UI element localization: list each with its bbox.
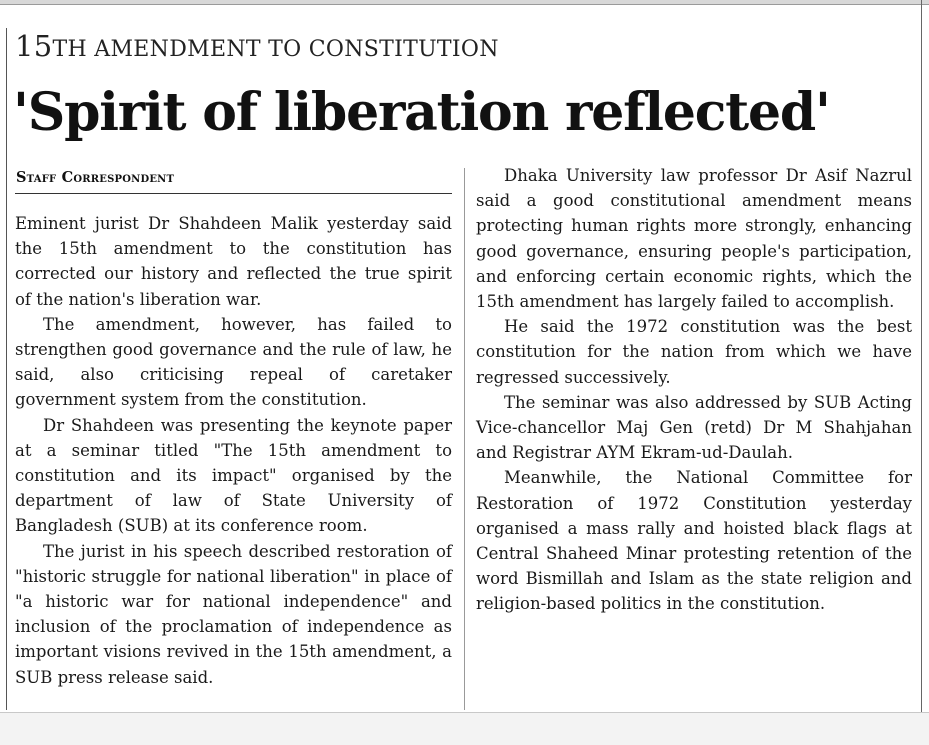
article-paragraph: He said the 1972 constitution was the best constitution for the nation from which we have regressed successively. bbox=[476, 317, 912, 387]
article-paragraph: The jurist in his speech described restoration of "historic struggle for national liberation" in place of "a historic war for national independence" and inclusion of the proclamation of independence as important visions revived in the 15th amendment, a SUB press release said. bbox=[15, 541, 452, 687]
article-paragraph: The seminar was also addressed by SUB Acting Vice-chancellor Maj Gen (retd) Dr M Shahjahan and Registrar AYM Ekram-ud-Daulah. bbox=[476, 392, 912, 463]
article-kicker bbox=[15, 28, 915, 68]
article-paragraph: Eminent jurist Dr Shahdeen Malik yesterday said the 15th amendment to the constitution has corrected our history and reflected the true spirit of the nation's liberation war. bbox=[15, 214, 452, 309]
article-paragraph: Dhaka University law professor Dr Asif Nazrul said a good constitutional amendment means protecting human rights more strongly, enhancing good governance, ensuring people's participation, and enforcing certain economic rights, which the 15th amendment has largely failed to accomplish. bbox=[476, 166, 912, 312]
article-column-left bbox=[15, 211, 452, 690]
article-paragraph: Meanwhile, the National Committee for Restoration of 1972 Constitution yesterday organised a mass rally and hoisted black flags at Central Shaheed Minar protesting retention of the word Bismillah and Islam as the state religion and religion-based politics in the constitution. bbox=[476, 468, 912, 614]
clipping-left-border bbox=[6, 28, 7, 710]
article-byline: Staff Correspondent bbox=[16, 169, 175, 186]
kicker-number: 15 bbox=[15, 29, 53, 63]
article-headline: 'Spirit of liberation reflected' bbox=[13, 82, 830, 143]
article-column-right bbox=[476, 163, 912, 617]
byline-underline bbox=[15, 193, 452, 194]
page-top-rule bbox=[0, 4, 929, 5]
clipping-right-border bbox=[921, 0, 922, 712]
kicker-text: TH AMENDMENT TO CONSTITUTION bbox=[52, 37, 499, 62]
page-bottom-margin bbox=[0, 712, 929, 745]
article-paragraph: The amendment, however, has failed to strengthen good governance and the rule of law, he said, also criticising repeal of caretaker government system from the constitution. bbox=[15, 314, 452, 410]
column-divider bbox=[464, 168, 465, 710]
article-paragraph: Dr Shahdeen was presenting the keynote paper at a seminar titled "The 15th amendment to constitution and its impact" organised by the department of law of State University of Bangladesh (SUB) at its conference room. bbox=[15, 415, 452, 536]
